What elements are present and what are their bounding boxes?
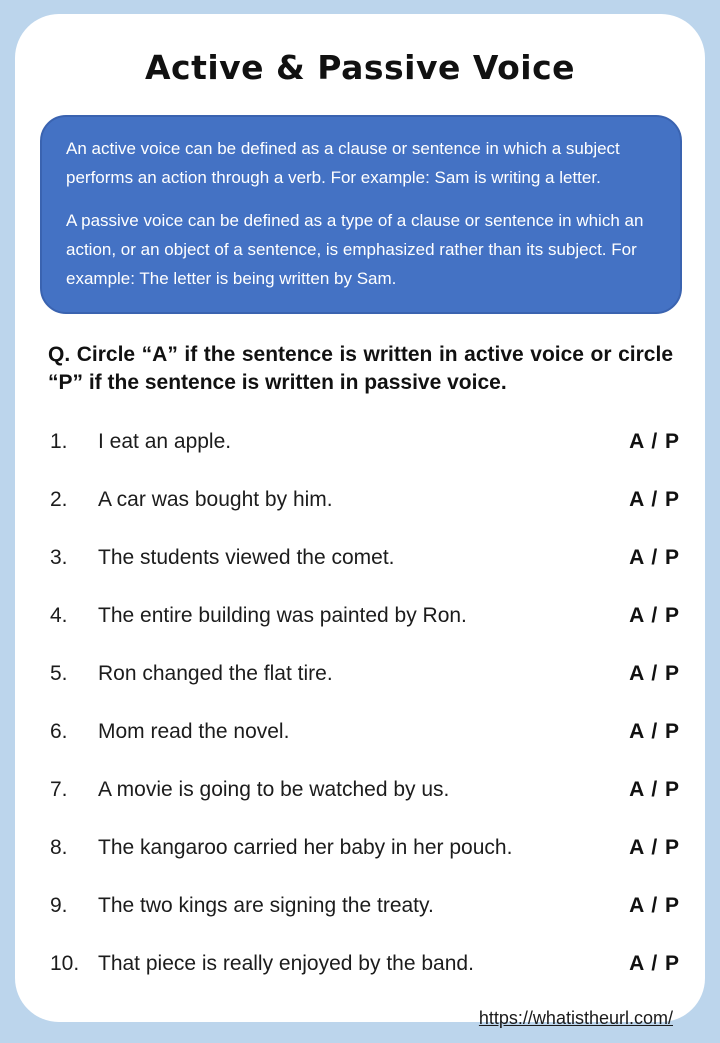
item-sentence: Ron changed the flat tire. — [98, 662, 333, 685]
list-item — [50, 602, 680, 630]
list-item — [50, 660, 680, 688]
item-answer-options[interactable]: A / P — [629, 894, 680, 917]
list-item — [50, 776, 680, 804]
list-item — [50, 486, 680, 514]
item-answer-options[interactable]: A / P — [629, 836, 680, 859]
item-answer-options[interactable]: A / P — [629, 546, 680, 569]
item-sentence: The students viewed the comet. — [98, 546, 395, 569]
item-number: 2. — [50, 488, 68, 511]
list-item — [50, 718, 680, 746]
item-number: 1. — [50, 430, 68, 453]
question-instruction: Q. Circle “A” if the sentence is written in active voice or circle “P” if the sentence is written in passive voice. — [48, 343, 673, 394]
item-number: 5. — [50, 662, 68, 685]
worksheet-card — [15, 14, 705, 1028]
footer — [15, 1008, 705, 1043]
item-sentence: A car was bought by him. — [98, 488, 333, 511]
item-answer-options[interactable]: A / P — [629, 720, 680, 743]
item-sentence: The entire building was painted by Ron. — [98, 604, 467, 627]
item-sentence: A movie is going to be watched by us. — [98, 778, 450, 801]
item-sentence: I eat an apple. — [98, 430, 232, 453]
active-voice-definition: An active voice can be defined as a clause or sentence in which a subject performs an action through a verb. For example: Sam is writing a letter. — [66, 139, 620, 187]
item-answer-options[interactable]: A / P — [629, 430, 680, 453]
item-number: 8. — [50, 836, 68, 859]
item-number: 4. — [50, 604, 68, 627]
item-answer-options[interactable]: A / P — [629, 604, 680, 627]
page-title: Active & Passive Voice — [144, 48, 576, 87]
passive-voice-definition: A passive voice can be defined as a type of a clause or sentence in which an action, or an object of a sentence, is emphasized rather than its subject. For example: The letter is being written by Sam. — [66, 211, 644, 288]
item-sentence: That piece is really enjoyed by the band. — [98, 952, 474, 975]
list-item — [50, 950, 680, 978]
item-answer-options[interactable]: A / P — [629, 488, 680, 511]
item-sentence: The kangaroo carried her baby in her pouch. — [98, 836, 513, 859]
item-answer-options[interactable]: A / P — [629, 778, 680, 801]
list-item — [50, 544, 680, 572]
item-sentence: Mom read the novel. — [98, 720, 290, 743]
list-item — [50, 892, 680, 920]
item-number: 6. — [50, 720, 68, 743]
item-number: 9. — [50, 894, 68, 917]
list-item — [50, 834, 680, 862]
list-item — [50, 428, 680, 456]
definition-box — [40, 115, 682, 314]
item-answer-options[interactable]: A / P — [629, 662, 680, 685]
item-number: 7. — [50, 778, 68, 801]
item-number: 10. — [50, 952, 80, 975]
item-number: 3. — [50, 546, 68, 569]
sentence-list — [50, 428, 680, 1008]
item-sentence: The two kings are signing the treaty. — [98, 894, 434, 917]
footer-url-link[interactable]: https://whatistheurl.com/ — [478, 1008, 673, 1028]
item-answer-options[interactable]: A / P — [629, 952, 680, 975]
